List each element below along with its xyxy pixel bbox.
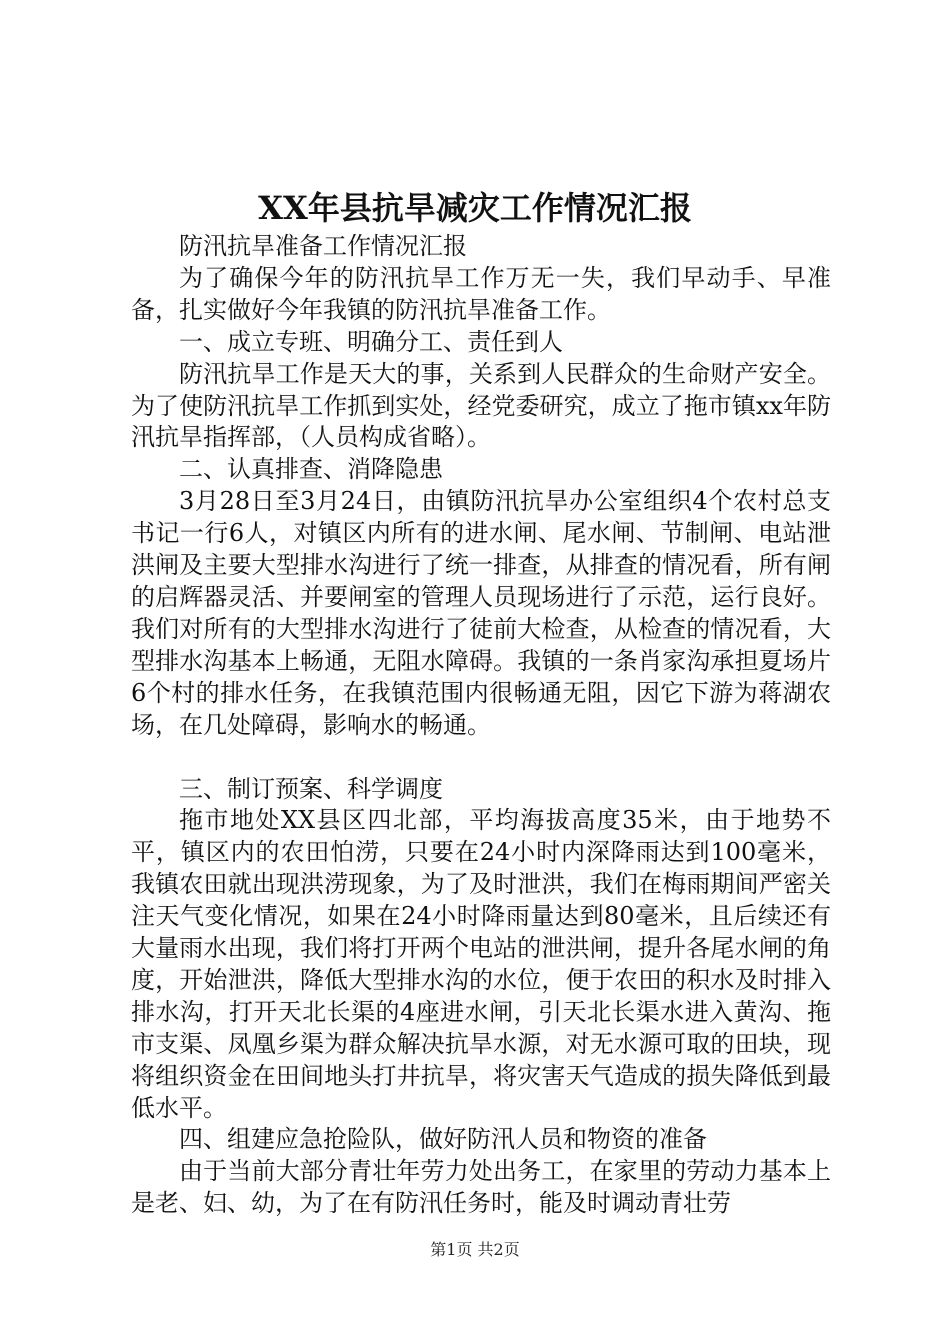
paragraph-gap bbox=[131, 742, 831, 774]
section-body-3: 拖市地处XX县区四北部，平均海拔高度35米，由于地势不平，镇区内的农田怕涝，只要在24小时内深降雨达到100毫米，我镇农田就出现洪涝现象，为了及时泄洪，我们在梅雨期间严密关注天气变化情况，如果在24小时降雨量达到80毫米，且后续还有大量雨水出现，我们将打开两个电站的泄洪闸，提升各尾水闸的角度，开始泄洪，降低大型排水沟的水位，便于农田的积水及时排入排水沟，打开天北长渠的4座进水闸，引天北长渠水进入黄沟、拖市支渠、凤凰乡渠为群众解决抗旱水源，对无水源可取的田块，现将组织资金在田间地头打井抗旱，将灾害天气造成的损失降低到最低水平。 bbox=[131, 806, 831, 1122]
section-heading-1: 一、成立专班、明确分工、责任到人 bbox=[179, 327, 563, 356]
section-heading-2: 二、认真排查、消降隐患 bbox=[179, 455, 443, 484]
document-title: XX年县抗旱减灾工作情况汇报 bbox=[258, 189, 692, 227]
page-footer: 第1页 共2页 bbox=[430, 1240, 520, 1259]
document-subtitle: 防汛抗旱准备工作情况汇报 bbox=[179, 232, 467, 260]
section-heading-3: 三、制订预案、科学调度 bbox=[179, 774, 443, 803]
section-body-2: 3月28日至3月24日，由镇防汛抗旱办公室组织4个农村总支书记一行6人，对镇区内所有的进水闸、尾水闸、节制闸、电站泄洪闸及主要大型排水沟进行了统一排查，从排查的情况看，所有闸的启辉器灵活、并要闸室的管理人员现场进行了示范，运行良好。我们对所有的大型排水沟进行了徒前大检查，从检查的情况看，大型排水沟基本上畅通，无阻水障碍。我镇的一条肖家沟承担夏场片6个村的排水任务，在我镇范围内很畅通无阻，因它下游为蒋湖农场，在几处障碍，影响水的畅通。 bbox=[131, 487, 831, 739]
section-body-4: 由于当前大部分青壮年劳力处出务工，在家里的劳动力基本上是老、妇、幼，为了在有防汛任务时，能及时调动青壮劳 bbox=[131, 1157, 831, 1218]
document-body bbox=[131, 231, 831, 1220]
intro-paragraph: 为了确保今年的防汛抗旱工作万无一失，我们早动手、早准备，扎实做好今年我镇的防汛抗旱准备工作。 bbox=[131, 263, 831, 324]
section-body-1: 防汛抗旱工作是天大的事，关系到人民群众的生命财产安全。为了使防汛抗旱工作抓到实处，经党委研究，成立了拖市镇xx年防汛抗旱指挥部，（人员构成省略）。 bbox=[131, 359, 831, 452]
section-heading-4: 四、组建应急抢险队，做好防汛人员和物资的准备 bbox=[179, 1125, 707, 1154]
